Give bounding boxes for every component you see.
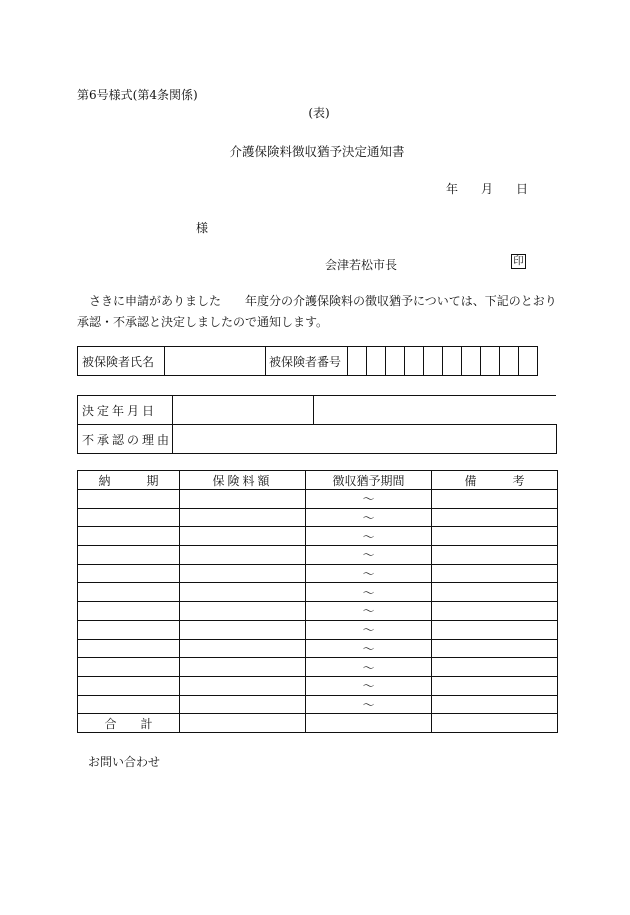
insured-number-digit[interactable] [386,347,405,376]
notice-body [77,291,562,333]
table-row [78,620,558,639]
blank-area [314,396,557,425]
deferral-period-cell[interactable]: ～ [306,695,432,714]
insured-number-digit[interactable] [443,347,462,376]
deferral-period-cell[interactable]: ～ [306,546,432,565]
payment-period-cell[interactable] [78,620,180,639]
premium-amount-cell[interactable] [180,695,306,714]
table-row [78,676,558,695]
insured-number-digit[interactable] [481,347,500,376]
seal-mark: 印 [511,254,526,269]
payment-period-cell[interactable] [78,508,180,527]
insured-number-digit[interactable] [424,347,443,376]
table-row [78,564,558,583]
deferral-period-cell[interactable]: ～ [306,676,432,695]
remarks-cell[interactable] [432,490,558,509]
premium-amount-cell[interactable] [180,620,306,639]
header-premium-amount: 保険料額 [180,471,306,490]
remarks-cell[interactable] [432,583,558,602]
payment-period-cell[interactable] [78,658,180,677]
insured-name-field[interactable] [165,347,266,376]
insured-number-digit[interactable] [405,347,424,376]
date-year-label: 年 [446,182,459,196]
header-deferral-period: 徴収猶予期間 [306,471,432,490]
remarks-cell[interactable] [432,564,558,583]
date-month-label: 月 [481,182,494,196]
date-day-label: 日 [516,182,529,196]
table-row [78,508,558,527]
remarks-cell[interactable] [432,620,558,639]
notice-body-line1: さきに申請がありました 年度分の介護保険料の徴収猶予については、下記のとおり [89,294,557,308]
premium-amount-cell[interactable] [180,658,306,677]
premium-amount-cell[interactable] [180,639,306,658]
table-row [78,639,558,658]
premium-amount-cell[interactable] [180,602,306,621]
deferral-period-cell[interactable]: ～ [306,527,432,546]
premium-amount-cell[interactable] [180,546,306,565]
decision-date-label: 決定年月日 [78,396,173,425]
premium-amount-cell[interactable] [180,676,306,695]
side-label: (表) [308,106,330,120]
contact-label: お問い合わせ [88,755,161,769]
premium-amount-cell[interactable] [180,583,306,602]
document-title: 介護保険料徴収猶予決定通知書 [229,144,405,159]
payment-period-cell[interactable] [78,639,180,658]
total-premium-cell[interactable] [180,714,306,733]
table-row [78,583,558,602]
payment-period-cell[interactable] [78,546,180,565]
schedule-table [77,470,558,733]
table-row [78,546,558,565]
payment-period-cell[interactable] [78,490,180,509]
header-remarks: 備 考 [432,471,558,490]
insured-number-digit[interactable] [462,347,481,376]
insured-number-digit[interactable] [348,347,367,376]
insured-table [77,346,538,376]
payment-period-cell[interactable] [78,527,180,546]
remarks-cell[interactable] [432,658,558,677]
notice-body-line2: 承認・不承認と決定しましたので通知します。 [77,315,329,329]
insured-number-label: 被保険者番号 [266,347,348,376]
payment-period-cell[interactable] [78,602,180,621]
total-label: 合 計 [78,714,180,733]
payment-period-cell[interactable] [78,695,180,714]
premium-amount-cell[interactable] [180,527,306,546]
decision-table [77,395,557,454]
recipient-honorific: 様 [196,221,209,235]
insured-number-digit[interactable] [500,347,519,376]
premium-amount-cell[interactable] [180,490,306,509]
remarks-cell[interactable] [432,508,558,527]
issuer-mayor: 会津若松市長 [325,258,398,272]
remarks-cell[interactable] [432,546,558,565]
deferral-period-cell[interactable]: ～ [306,508,432,527]
payment-period-cell[interactable] [78,564,180,583]
total-deferral-cell[interactable] [306,714,432,733]
deferral-period-cell[interactable]: ～ [306,583,432,602]
deferral-period-cell[interactable]: ～ [306,490,432,509]
table-row [78,602,558,621]
table-row [78,490,558,509]
deferral-period-cell[interactable]: ～ [306,564,432,583]
schedule-header-row [78,471,558,490]
remarks-cell[interactable] [432,695,558,714]
payment-period-cell[interactable] [78,676,180,695]
table-row [78,658,558,677]
form-number: 第6号様式(第4条関係) [77,88,198,102]
rejection-reason-field[interactable] [173,425,557,454]
payment-period-cell[interactable] [78,583,180,602]
decision-date-field[interactable] [173,396,314,425]
rejection-reason-label: 不承認の理由 [78,425,173,454]
insured-number-digit[interactable] [367,347,386,376]
table-row [78,527,558,546]
deferral-period-cell[interactable]: ～ [306,620,432,639]
total-row [78,714,558,733]
total-remarks-cell[interactable] [432,714,558,733]
insured-name-label: 被保険者氏名 [78,347,165,376]
remarks-cell[interactable] [432,676,558,695]
deferral-period-cell[interactable]: ～ [306,602,432,621]
premium-amount-cell[interactable] [180,564,306,583]
premium-amount-cell[interactable] [180,508,306,527]
remarks-cell[interactable] [432,602,558,621]
insured-number-digit[interactable] [519,347,538,376]
remarks-cell[interactable] [432,639,558,658]
header-payment-period: 納 期 [78,471,180,490]
remarks-cell[interactable] [432,527,558,546]
table-row [78,695,558,714]
deferral-period-cell[interactable]: ～ [306,639,432,658]
deferral-period-cell[interactable]: ～ [306,658,432,677]
